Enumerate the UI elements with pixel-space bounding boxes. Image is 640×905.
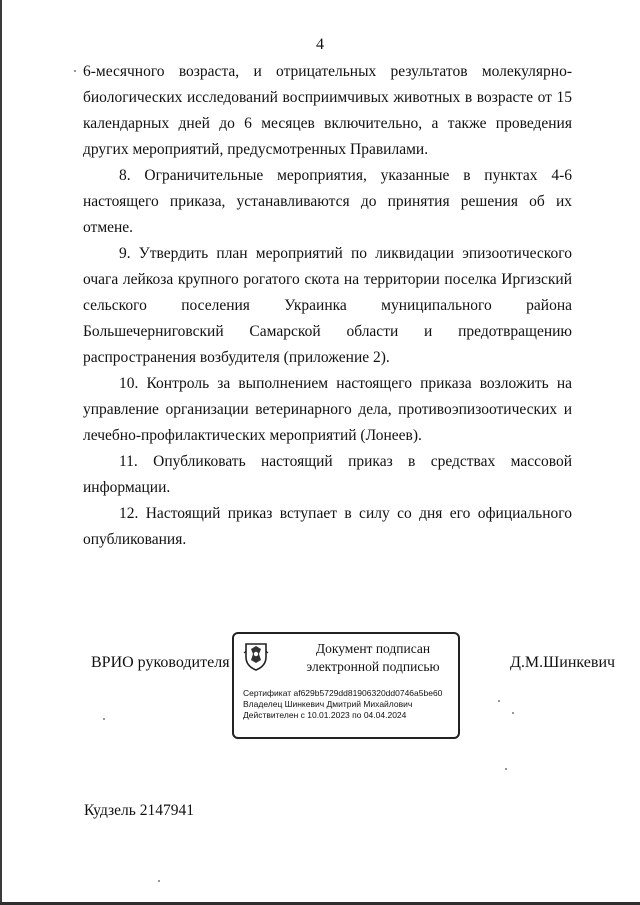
author-note: Кудзель 2147941	[84, 802, 194, 819]
stamp-title-line-1: Документ подписан	[315, 641, 431, 656]
coat-of-arms-icon	[243, 641, 269, 671]
document-body	[83, 59, 572, 553]
scan-speck	[512, 712, 514, 714]
scan-speck	[74, 70, 76, 72]
paragraph-11: 11. Опубликовать настоящий приказ в средствах массовой информации.	[83, 453, 572, 496]
page-number: 4	[316, 36, 324, 53]
stamp-validity: Действителен с 10.01.2023 по 04.04.2024	[243, 710, 407, 720]
signer-name: Д.М.Шинкевич	[510, 654, 616, 671]
electronic-signature-stamp	[232, 632, 460, 739]
scan-speck	[158, 880, 160, 882]
scan-left-edge	[0, 0, 2, 905]
stamp-owner: Владелец Шинкевич Дмитрий Михайлович	[243, 699, 413, 709]
paragraph-12: 12. Настоящий приказ вступает в силу со дня его официального опубликования.	[83, 505, 572, 548]
signature-block	[0, 630, 640, 750]
paragraph-continuation: 6-месячного возраста, и отрицательных результатов молекулярно-биологических исследований восприимчивых животных в возрасте от 15 календарных дней до 6 месяцев включительно, а также проведения других мероприятий, предусмотренных Правилами.	[83, 63, 572, 158]
stamp-details	[243, 688, 442, 721]
paragraph-9: 9. Утвердить план мероприятий по ликвидации эпизоотического очага лейкоза крупного рогатого скота на территории поселка Иргизский сельского поселения Украинка муниципального района Большечерниговский Самарской области и предотвращению распространения возбудителя (приложение 2).	[83, 245, 572, 366]
stamp-certificate: Сертификат af629b5729dd81906320dd0746a5be60	[243, 688, 443, 698]
scan-speck	[498, 700, 500, 702]
paragraph-8: 8. Ограничительные мероприятия, указанные в пунктах 4-6 настоящего приказа, устанавливаются до принятия решения об их отмене.	[83, 167, 572, 236]
scan-speck	[505, 768, 507, 770]
paragraph-10: 10. Контроль за выполнением настоящего приказа возложить на управление организации ветеринарного дела, противоэпизоотических и лечебно-профилактических мероприятий (Лонеев).	[83, 375, 572, 444]
stamp-title	[290, 640, 456, 676]
signer-position: ВРИО руководителя	[91, 654, 230, 671]
scan-speck	[103, 718, 105, 720]
stamp-title-line-2: электронной подписью	[306, 659, 440, 674]
